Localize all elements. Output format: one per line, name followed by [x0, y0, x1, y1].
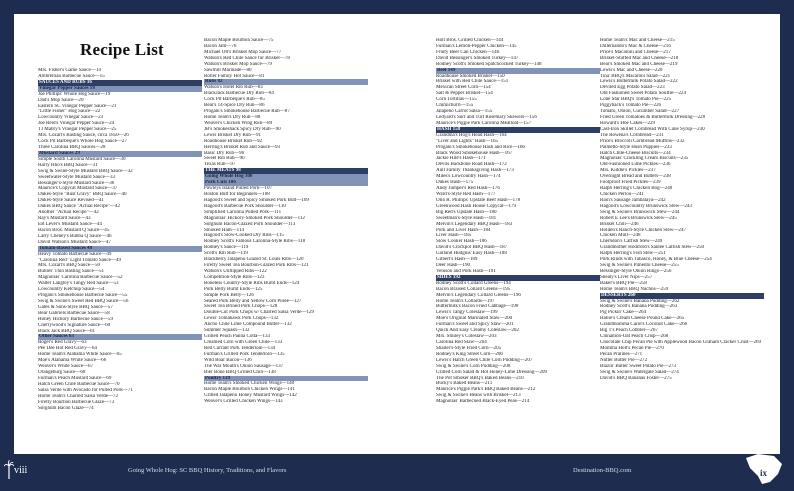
recipe-entry[interactable]: Home Team's Smoked Chicken Wings—140	[204, 381, 295, 387]
recipe-entry[interactable]: Ward's-Style Red Hash—177	[436, 191, 496, 197]
recipe-entry[interactable]: Hallie's Cream Cheese Pound Cake—265	[600, 316, 685, 322]
recipe-entry[interactable]: Black Jack BBQ Sauce—61	[38, 328, 96, 334]
recipe-entry[interactable]: Double-Cut Pork Chops w/ Charred Salsa Verde—129	[204, 310, 315, 316]
recipe-entry[interactable]: Mexican Street Corn—154	[436, 85, 491, 91]
recipe-entry[interactable]: Swig & Swine's Sweet Red BBQ Sauce—56	[38, 298, 129, 304]
recipe-entry[interactable]: Bessinger-Style Onion Rings—256	[600, 268, 672, 274]
recipe-entry[interactable]: Grandmomma Carol's Coconut Cake—266	[600, 322, 688, 328]
recipe-entry[interactable]: Honey Hickory Barbecue Sauce—59	[38, 316, 113, 322]
recipe-entry[interactable]: Mrs. Fisher's Game Sauce—14	[38, 68, 101, 73]
section-header: Pork Cuts 106	[204, 180, 368, 186]
recipe-entry[interactable]: Hatch Green Chile Barbecue Sauce—70	[38, 381, 120, 387]
recipe-entry[interactable]: Sawmill Marinade—80	[204, 67, 252, 73]
recipe-entry[interactable]: Home Team's Dry Rub—88	[204, 114, 261, 120]
recipe-entry[interactable]: Hagood's Sweet and Spicy Smoked Pork Butt—109	[204, 197, 309, 203]
recipe-entry[interactable]: Maurice's Piggie Park Carolina Meatloaf—157	[436, 120, 532, 126]
recipe-entry[interactable]: Lherndon's Catfish Stew—249	[600, 239, 663, 245]
recipe-entry[interactable]: Firefly Sweet Tea Bourbon-Glazed Pork Ribs—121	[204, 263, 309, 269]
recipe-entry[interactable]: Dad's Mop Sauce—20	[38, 97, 84, 103]
recipe-entry[interactable]: Chicken Perloo—241	[600, 191, 644, 197]
recipe-entry[interactable]: Weaver's Grilled Chicken Wings—143	[204, 399, 283, 405]
recipe-entry[interactable]: Scott's Rib Rub—119	[204, 251, 248, 257]
recipe-entry[interactable]: Furman's Peach Mustard Sauce—69	[38, 375, 112, 381]
recipe-entry[interactable]: Price's Broccoli Cornbread Muffins—232	[600, 138, 685, 144]
recipe-entry[interactable]: Mrs. Kiddie's Pickles—237	[600, 168, 656, 174]
recipe-entry[interactable]: David's Crockpot BBQ Hash—187	[436, 245, 508, 251]
recipe-entry[interactable]: Rodney's Sauce—119	[204, 245, 249, 251]
recipe-entry[interactable]: Mrs. Cozart's BBQ Sauce—50	[38, 263, 101, 269]
recipe-entry[interactable]: Sorghum Bacon-Glazed Pork Shoulder—113	[204, 221, 296, 227]
recipe-entry[interactable]: David Bessinger's Smoked Turkey—147	[436, 55, 519, 61]
page-footer	[0, 458, 794, 490]
recipe-entry[interactable]: Grilled Corn Salad & Hot Honey-Lime Dressing—209	[436, 369, 548, 375]
recipe-entry[interactable]: Firefly Bourbon Barbecue Glaze—73	[38, 399, 115, 405]
recipe-entry[interactable]: Bear's Smoked Mac and Cheese—219	[600, 61, 678, 67]
recipe-entry[interactable]: Gilbert's Hash—189	[436, 257, 478, 263]
recipe-column-1	[38, 68, 202, 411]
recipe-entry[interactable]: Rodney Scott's Collard Greens—194	[436, 280, 511, 286]
recipe-entry[interactable]: Corn Tortillas—155	[436, 97, 477, 103]
recipe-entry[interactable]: Simple Pork Belly—126	[204, 292, 254, 298]
recipe-entry[interactable]: Watson's Hotel Rib Rub—83	[204, 85, 263, 91]
section-header: DESSERTS 260	[600, 293, 764, 299]
recipe-entry[interactable]: Sweet Rib Rub—96	[204, 156, 245, 162]
recipe-entry[interactable]: Texas Rub—97	[204, 162, 236, 168]
recipe-entry[interactable]: Swig & Swine's Beans with Brisket—213	[436, 393, 521, 399]
recipe-entry[interactable]: Bucky's Baked Beans—211	[436, 381, 493, 387]
recipe-entry[interactable]: Three Carolina BBQ Sauces—28	[38, 144, 106, 150]
recipe-entry[interactable]: Hagood's Slow-Cooked Dry Ribs—115	[204, 233, 284, 239]
recipe-entry[interactable]: Holt Bros. Grilled Chicken—144	[436, 38, 504, 43]
recipe-entry[interactable]: Aull Family Thanksgiving Hash—173	[436, 168, 514, 174]
recipe-entry[interactable]: Ancho Chile Lime Compound Butter—132	[204, 322, 292, 328]
recipe-entry[interactable]: Magnolias' Hickory-Smoked Pork Shoulder—112	[204, 215, 305, 221]
recipe-entry[interactable]: Brisket-Stuffed Mac and Cheese—218	[600, 55, 679, 61]
recipe-entry[interactable]: Swig & Swine's Pimento Cheese—255	[600, 263, 679, 269]
recipe-entry[interactable]: Bacon Braised Collard Greens—195	[436, 286, 511, 292]
recipe-entry[interactable]: Moe's Original Marinated Slaw—200	[436, 316, 513, 322]
recipe-entry[interactable]: Home Team's BBQ Nachos—259	[600, 286, 669, 292]
recipe-entry[interactable]: Holden's Ranch-Style Chicken Stew—247	[600, 227, 686, 233]
section-header: HASH 158	[436, 127, 600, 133]
left-page-number: viii	[14, 465, 28, 476]
recipe-entry[interactable]: Deviled Egg Potato Salad—223	[600, 85, 665, 91]
recipe-entry[interactable]: Another "Actual Recipe"—42	[38, 210, 99, 216]
recipe-entry[interactable]: Bacon Jam—76	[204, 43, 237, 49]
section-header: Going Whole Hog 100	[204, 174, 368, 180]
recipe-entry[interactable]: Larry Cheney's Bubba Q Sauce—46	[38, 233, 112, 239]
recipe-entry[interactable]: Quick And Easy Creamy Coleslaw—202	[436, 328, 519, 334]
recipe-entry[interactable]: Simplified Carolina Pulled Pork—111	[204, 209, 282, 215]
recipe-entry[interactable]: Cherrywood's Signature Sauce—60	[38, 322, 111, 328]
recipe-entry[interactable]: Lewis's Hatch Green Chile Corn Pudding—207	[436, 357, 533, 363]
recipe-entry[interactable]: Black Wood Smokehouse Hash—167	[436, 150, 513, 156]
recipe-entry[interactable]: Chocolate Chip Pecan Pie with Applewood Bacon Graham Cracker Crust—269	[600, 340, 762, 346]
recipe-entry[interactable]: Fried Green Tomatoes & Buttermilk Dressing—228	[600, 114, 706, 120]
recipe-entry[interactable]: Lone Star BBQ's Tomato Pie—225	[600, 97, 672, 103]
recipe-entry[interactable]: Bacon Maple Bourbon Chicken Wings—141	[204, 387, 295, 393]
page-title: Recipe List	[80, 40, 164, 59]
recipe-entry[interactable]: Lewis Brisket Dry Rub—91	[204, 132, 262, 138]
recipe-entry[interactable]: Baker's BBQ Pie—258	[600, 280, 647, 286]
book-spread-page	[14, 14, 780, 454]
recipe-entry[interactable]: David's BBQ Bananas Foster—275	[600, 375, 672, 381]
recipe-entry[interactable]: Rodney's King Street Corn—206	[436, 351, 503, 357]
recipe-entry[interactable]: Rion's Sausage Jambalaya—242	[600, 197, 666, 203]
recipe-entry[interactable]: Tomato, Onion, Cucumber Salad—227	[600, 109, 680, 115]
recipe-entry[interactable]: Home Team's Alabama White Sauce—65	[38, 352, 122, 358]
recipe-entry[interactable]: "Liver and Lights" Hash—165	[436, 138, 499, 144]
recipe-entry[interactable]: Old-Fashioned Lime Pickles—236	[600, 162, 671, 168]
recipe-entry[interactable]: Melvin's Legendary BBQ Hash—183	[436, 221, 513, 227]
recipe-entry[interactable]: Big T's Peach Cobbler—267	[600, 328, 658, 334]
recipe-entry[interactable]: Swig & Swine-Style Mustard BBQ Sauce—32	[38, 168, 133, 174]
recipe-entry[interactable]: Blackberry Jalapeño Glazed St. Louis Ribs—120	[204, 257, 304, 263]
recipe-entry[interactable]: Eastern SC Vinegar Pepper Sauce—21	[38, 103, 117, 109]
recipe-entry[interactable]: Rodney Scott's Smoked Spatchcocked Turkey—148	[436, 61, 542, 67]
recipe-entry[interactable]: Greenwood Hash House Copycat—179	[436, 203, 517, 209]
recipe-entry[interactable]: Lewis' Tomahawk Pork Chops—132	[204, 316, 279, 322]
recipe-entry[interactable]: Cinnamon-Oat Peach Crisp—268	[600, 334, 669, 340]
recipe-entry[interactable]: Dukes-Style Sauce Revised—41	[38, 198, 104, 204]
recipe-entry[interactable]: Walter Langley's Tangy Red Sauce—53	[38, 281, 119, 287]
recipe-entry[interactable]: The War Mouth's Onion Sausage—137	[204, 363, 284, 369]
recipe-entry[interactable]: Shealy's Liver Nips—257	[600, 274, 653, 280]
recipe-entry[interactable]: Robert E Lee's Brunswick Stew—245	[600, 215, 677, 221]
recipe-entry[interactable]: Momma Holt's Pecan Pie—270	[600, 345, 664, 351]
recipe-entry[interactable]: Carolina Red Slaw—204	[436, 340, 487, 346]
recipe-entry[interactable]: Pecan Pralines—271	[600, 351, 643, 357]
recipe-entry[interactable]: Watson's Brisket Mop Sauce—79	[204, 61, 272, 67]
recipe-entry[interactable]: Rodney Scott's Banana Pudding—263	[600, 304, 678, 310]
recipe-entry[interactable]: Pig Pickin' Cake—264	[600, 310, 647, 316]
recipe-entry[interactable]: Home Team's Mac and Cheese—215	[600, 38, 675, 43]
recipe-entry[interactable]: Magnolias' Carolina Barbecue Sauce—52	[38, 275, 123, 281]
recipe-entry[interactable]: Salt & Pepper Brisket—154	[436, 91, 493, 97]
recipe-entry[interactable]: "Carolina Red" Light Tomato Sauce—49	[38, 257, 122, 263]
recipe-entry[interactable]: Harry Hho's BBQ Sauce—31	[38, 162, 98, 168]
recipe-entry[interactable]: TJ Mabry's Vinegar Pepper Sauce—25	[38, 127, 117, 133]
recipe-entry[interactable]: Swig & Swine's Watergate Salad—274	[600, 369, 679, 375]
recipe-entry[interactable]: Overnight Bread and Butters—238	[600, 174, 671, 180]
recipe-entry[interactable]: Pork and Liver Hash—184	[436, 227, 491, 233]
recipe-entry[interactable]: Palmetto-Style Hush Puppies—233	[600, 144, 672, 150]
recipe-entry[interactable]: Pork Belly Burnt Ends—125	[204, 286, 263, 292]
recipe-entry[interactable]: Pawleys Island Pulled Pork—107	[204, 186, 272, 192]
recipe-column-3	[436, 38, 600, 405]
recipe-entry[interactable]: Progani's Smokehouse Barbecue Sauce—55	[38, 293, 128, 299]
recipe-entry[interactable]: Jackie Hite's Hash—171	[436, 156, 486, 162]
recipe-entry[interactable]: Bear's 14-Spice Dry Rub—86	[204, 103, 265, 109]
recipe-entry[interactable]: Buttermilk's Bacon Fried Cabbage—198	[436, 304, 519, 310]
recipe-entry[interactable]: Swig & Swine's Corn Pudding—208	[436, 363, 511, 369]
recipe-entry[interactable]: Michael Ott's Brisket Mop Sauce—77	[204, 49, 282, 55]
recipe-entry[interactable]: Sweetwater-Style Mustard Sauce—33	[38, 174, 115, 180]
recipe-entry[interactable]: Garland Hudgins' Easy Hash—188	[436, 251, 507, 257]
recipe-entry[interactable]: Cast-Iron Skillet Cornbread With Cane Syrup—230	[600, 126, 705, 132]
recipe-entry[interactable]: Ambrellian Barbecue Sauce—15	[38, 73, 105, 79]
recipe-entry[interactable]: Basic Dry Rub—96	[204, 150, 245, 156]
recipe-entry[interactable]: Chicken Mull—248	[600, 233, 641, 239]
recipe-entry[interactable]: Blazin' Butler Sweet Potato Pie—273	[600, 363, 677, 369]
recipe-entry[interactable]: Wild Boar Bacon—136	[204, 357, 252, 363]
recipe-entry[interactable]: David Watson's Mustard Sauce—47	[38, 239, 111, 245]
recipe-entry[interactable]: Summer Squash—132	[204, 328, 250, 334]
section-header: Mustard Sauces 29	[38, 151, 202, 157]
recipe-entry[interactable]: Shailer's-Style Fried Corn—205	[436, 345, 502, 351]
recipe-entry[interactable]: Howard's Hoe Cakes—229	[600, 120, 656, 126]
recipe-entry[interactable]: Roadhouse Brisket Rub—92	[204, 138, 263, 144]
recipe-entry[interactable]: Dukes Hash—175	[436, 180, 474, 186]
recipe-entry[interactable]: Salsa Verde with Avocado for Pulled Pork—71	[38, 387, 133, 393]
recipe-entry[interactable]: Smoked Ham—114	[204, 227, 245, 233]
recipe-entry[interactable]: Brisket with Red Chile Sauce—151	[436, 79, 509, 85]
recipe-entry[interactable]: Hagood's Barbecue Pork Shoulder—110	[204, 203, 286, 209]
recipe-entry[interactable]: JB's Smokeshack Spicy Dry Rub—90	[204, 126, 281, 132]
recipe-entry[interactable]: Joe Reid's Vinegar Pepper Sauce—24	[38, 121, 115, 127]
recipe-entry[interactable]: Brisket Chili—246	[600, 221, 639, 227]
recipe-entry[interactable]: Roller Family Hot Sauce—81	[204, 73, 265, 79]
recipe-entry[interactable]: Bacon Bros. Mustard Q Sauce—45	[38, 227, 110, 233]
recipe-entry[interactable]: Gates & Sons-Style BBQ Sauce—57	[38, 304, 113, 310]
recipe-entry[interactable]: Mrs. Smiley's Coleslaw—203	[436, 334, 497, 340]
recipe-entry[interactable]: Jalapeño Carrot Salsa—155	[436, 109, 493, 115]
recipe-entry[interactable]: Dukes BBQ Sauce "Actual Recipe"—42	[38, 204, 121, 210]
recipe-entry[interactable]: Herring's Brisket Rub and Sauce—93	[204, 144, 281, 150]
recipe-entry[interactable]: EB Lever's Mustard Sauce—44	[38, 221, 102, 227]
recipe-entry[interactable]: Hagood's Lowcountry Brunswick Stew—243	[600, 203, 692, 209]
section-header: Rubs 82	[204, 79, 368, 85]
recipe-entry[interactable]: Furman's Sweet and Spicy Slaw—201	[436, 322, 514, 328]
recipe-entry[interactable]: Dillernando's Mac & Cheese—216	[600, 43, 671, 49]
recipe-entry[interactable]: Home Team's Charred Salsa Verde—72	[38, 393, 118, 399]
section-header: Beef 149	[436, 68, 600, 74]
recipe-entry[interactable]: Lowcountry Vinegar Sauce—23	[38, 115, 104, 121]
recipe-entry[interactable]: Pork Rinds with Tabasco, Honey, & Blue Cheese—254	[600, 257, 712, 263]
recipe-entry[interactable]: Foolproof Fried Pickles—239	[600, 180, 661, 186]
recipe-entry[interactable]: Mrs. Cozart's Basting Sauce, circa 1850—26	[38, 133, 129, 139]
recipe-entry[interactable]: Boston Butt for Beginners—108	[204, 191, 270, 197]
recipe-entry[interactable]: Slow Cooker Hash—186	[436, 239, 487, 245]
recipe-entry[interactable]: Miles's Lowcountry Hash—174	[436, 174, 501, 180]
recipe-entry[interactable]: Bear Gabriels Barbecue Sauce—58	[38, 310, 110, 316]
recipe-entry[interactable]: Fruity Beer Can Chicken—146	[436, 49, 500, 55]
recipe-entry[interactable]: Creamed Corn with Green Chile—133	[204, 340, 283, 346]
section-header: Poultry 139	[204, 376, 368, 382]
recipe-entry[interactable]: Grilled Peach Panna Cotta—133	[204, 334, 271, 340]
recipe-entry[interactable]: Home Team's Collards—197	[436, 298, 495, 304]
recipe-entry[interactable]: Venison and Pork Hash—191	[436, 268, 496, 274]
recipe-entry[interactable]: Deer Hash—190	[436, 263, 471, 269]
recipe-entry[interactable]: Lewis's Mac and Cheese—220	[600, 67, 663, 73]
recipe-entry[interactable]: Dukes-Style "Rust Gravy" BBQ Sauce—40	[38, 192, 127, 198]
recipe-entry[interactable]: Furman's Grilled Pork Tenderloin—135	[204, 351, 285, 357]
recipe-entry[interactable]: Weaver's White Sauce—67	[38, 364, 94, 370]
website-link[interactable]: Destination-BBQ.com	[573, 467, 632, 474]
recipe-entry[interactable]: Roadhouse Smoked Brisket—150	[436, 73, 505, 79]
recipe-entry[interactable]: Orangeburg Sauce—68	[38, 370, 86, 376]
recipe-entry[interactable]: Grandmother Hodiford's Santee Catfish Stew—250	[600, 245, 705, 251]
recipe-entry[interactable]: Competition-Style Ribs—123	[204, 274, 265, 280]
recipe-entry[interactable]: Ray's Mustard Sauce—43	[38, 216, 91, 222]
recipe-entry[interactable]: Ledyard's Surf and Turf Rosemary Skewers—156	[436, 114, 537, 120]
recipe-entry[interactable]: Magnolias' Barbecued Black-Eyed Peas—214	[436, 399, 530, 405]
palmetto-tree-icon	[4, 460, 14, 485]
recipe-column-2	[204, 38, 368, 405]
recipe-entry[interactable]: Bier Bone BBQ Grilled Chili—138	[204, 369, 276, 375]
recipe-entry[interactable]: "Little Fisher" Hog Sauce—22	[38, 109, 101, 115]
recipe-entry[interactable]: Swig & Swine's Brunswick Stew—244	[600, 209, 680, 215]
recipe-column-4	[600, 38, 764, 381]
recipe-entry[interactable]: Lowcountry Ketchup Sauce—54	[38, 287, 105, 293]
recipe-entry[interactable]: Progani's Smokehouse Barbecue Rub—87	[204, 109, 290, 115]
recipe-entry[interactable]: Heavy Tomato Barbecue Sauce—49	[38, 251, 112, 257]
right-page-number: ix	[760, 468, 768, 478]
recipe-entry[interactable]: Bullies' Thin Basting Sauce—51	[38, 269, 105, 275]
recipe-entry[interactable]: Liver Hash—185	[436, 233, 472, 239]
section-header: THE MEATS 98	[204, 168, 368, 174]
recipe-entry[interactable]: Furman's Lemon-Pepper Chicken—145	[436, 43, 517, 49]
recipe-entry[interactable]: Sweet Tea Brined Pork Chops—128	[204, 304, 278, 310]
recipe-entry[interactable]: Big Red's Upstate Hash—180	[436, 209, 497, 215]
recipe-entry[interactable]: Cock Pit Barbeque's Whole Hog Sauce—27	[38, 139, 127, 145]
recipe-entry[interactable]: Weaver's Chicken Wing Rub—89	[204, 120, 273, 126]
recipe-entry[interactable]: Hatch Chile-Cheese Biscuits—234	[600, 150, 671, 156]
recipe-entry[interactable]: Pee Dee Hot Red Gravy—64	[38, 346, 97, 352]
section-header: Tomato-Based Sauces 48	[38, 246, 202, 252]
recipe-entry[interactable]: Ralph Herring's Fish Stew—251	[600, 251, 666, 257]
recipe-entry[interactable]: Boneless Country-Style Ribs Burnt Ends—124	[204, 280, 300, 286]
recipe-entry[interactable]: Watson's Red Chile Sauce for Brisket—78	[204, 55, 290, 61]
recipe-entry[interactable]: Bacon Maple Bourbon Sauce—75	[204, 38, 274, 43]
recipe-entry[interactable]: Maurice's Piggie Park's BBQ Baked Beans—212	[436, 387, 536, 393]
recipe-entry[interactable]: Olin R. Phillips' Upstate Beef Hash—178	[436, 197, 521, 203]
recipe-entry[interactable]: Roger's Red Gravy—63	[38, 340, 87, 346]
recipe-entry[interactable]: Grilled Jalapeño Honey Mustard Wings—142	[204, 393, 297, 399]
recipe-entry[interactable]: Simple South Carolina Mustard Sauce—30	[38, 156, 126, 162]
recipe-entry[interactable]: Watson's Unflipped Ribs—122	[204, 268, 267, 274]
recipe-entry[interactable]: Nutter Butter Pie—272	[600, 357, 648, 363]
recipe-entry[interactable]: Grandma's Hog's Head Hash—164	[436, 132, 507, 138]
section-header: Vinegar Pepper Sauces 18	[38, 86, 202, 92]
recipe-entry[interactable]: The Pot Smoker BBQ's Baked Beans—210	[436, 375, 524, 381]
recipe-entry[interactable]: The Rowena's Cornbread—231	[600, 132, 664, 138]
recipe-entry[interactable]: Sorghum Bacon Glaze—74	[38, 405, 94, 411]
recipe-entry[interactable]: Rodney Scott's Famous Carolina-Style Ribs—118	[204, 239, 306, 245]
recipe-entry[interactable]: Cock Pit Barbeque's Rub—85	[204, 97, 265, 103]
recipe-entry[interactable]: Moe's Alabama White Sauce—66	[38, 358, 107, 364]
book-title: Going Whole Hog: SC BBQ History, Traditions, and Flavors	[128, 467, 287, 474]
recipe-entry[interactable]: Old Fashioned Sweet Potato Soufflé—224	[600, 91, 686, 97]
recipe-entry[interactable]: BlackJack Barbecue Dry Rub—84	[204, 91, 274, 97]
recipe-entry[interactable]: Progani's Smokehouse Hash and Rice—166	[436, 144, 525, 150]
recipe-entry[interactable]: Magnolias' Crackling Cream Biscuits—235	[600, 156, 689, 162]
section-header: Other Sauces 63	[38, 334, 202, 340]
recipe-entry[interactable]: Melvin's Legendary Collard Greens—196	[436, 292, 521, 298]
recipe-entry[interactable]: Joe Phillips' Whole Hog Sauce—19	[38, 91, 111, 97]
recipe-entry[interactable]: Tina' BBQ's Macaroni Salad—221	[600, 73, 671, 79]
section-header: SAUCES AND RUBS 16	[38, 80, 202, 86]
recipe-entry[interactable]: Chimichurri—155	[436, 103, 474, 109]
recipe-entry[interactable]: Lewis's Tangy Coleslaw—199	[436, 310, 498, 316]
recipe-entry[interactable]: Maurice's Copycat Mustard Sauce—37	[38, 186, 118, 192]
recipe-entry[interactable]: Andy Jumper's Red Hash—176	[436, 186, 500, 192]
recipe-entry[interactable]: Swig & Swine's Banana Pudding—262	[600, 298, 680, 304]
recipe-entry[interactable]: Ralph Herring's Chicken Bog—240	[600, 186, 673, 192]
recipe-entry[interactable]: Bessinger's-Style Mustard Sauce—36	[38, 180, 115, 186]
recipe-entry[interactable]: Price's Macaroni and Cheese—217	[600, 49, 671, 55]
recipe-entry[interactable]: Devils Backbone Road Hash—172	[436, 162, 507, 168]
recipe-entry[interactable]: Lewis's Buttermilk Potato Salad—222	[600, 79, 678, 85]
recipe-entry[interactable]: Red Currant Pork Tenderloin—134	[204, 345, 276, 351]
recipe-entry[interactable]: Sweetman's-Style Hash—181	[436, 215, 497, 221]
recipe-entry[interactable]: Seared Pork Belly and Yellow Corn Purée—127	[204, 298, 302, 304]
recipe-entry[interactable]: Piggyback's Tomato Pie—226	[600, 103, 662, 109]
section-header: SIDES 192	[436, 275, 600, 281]
